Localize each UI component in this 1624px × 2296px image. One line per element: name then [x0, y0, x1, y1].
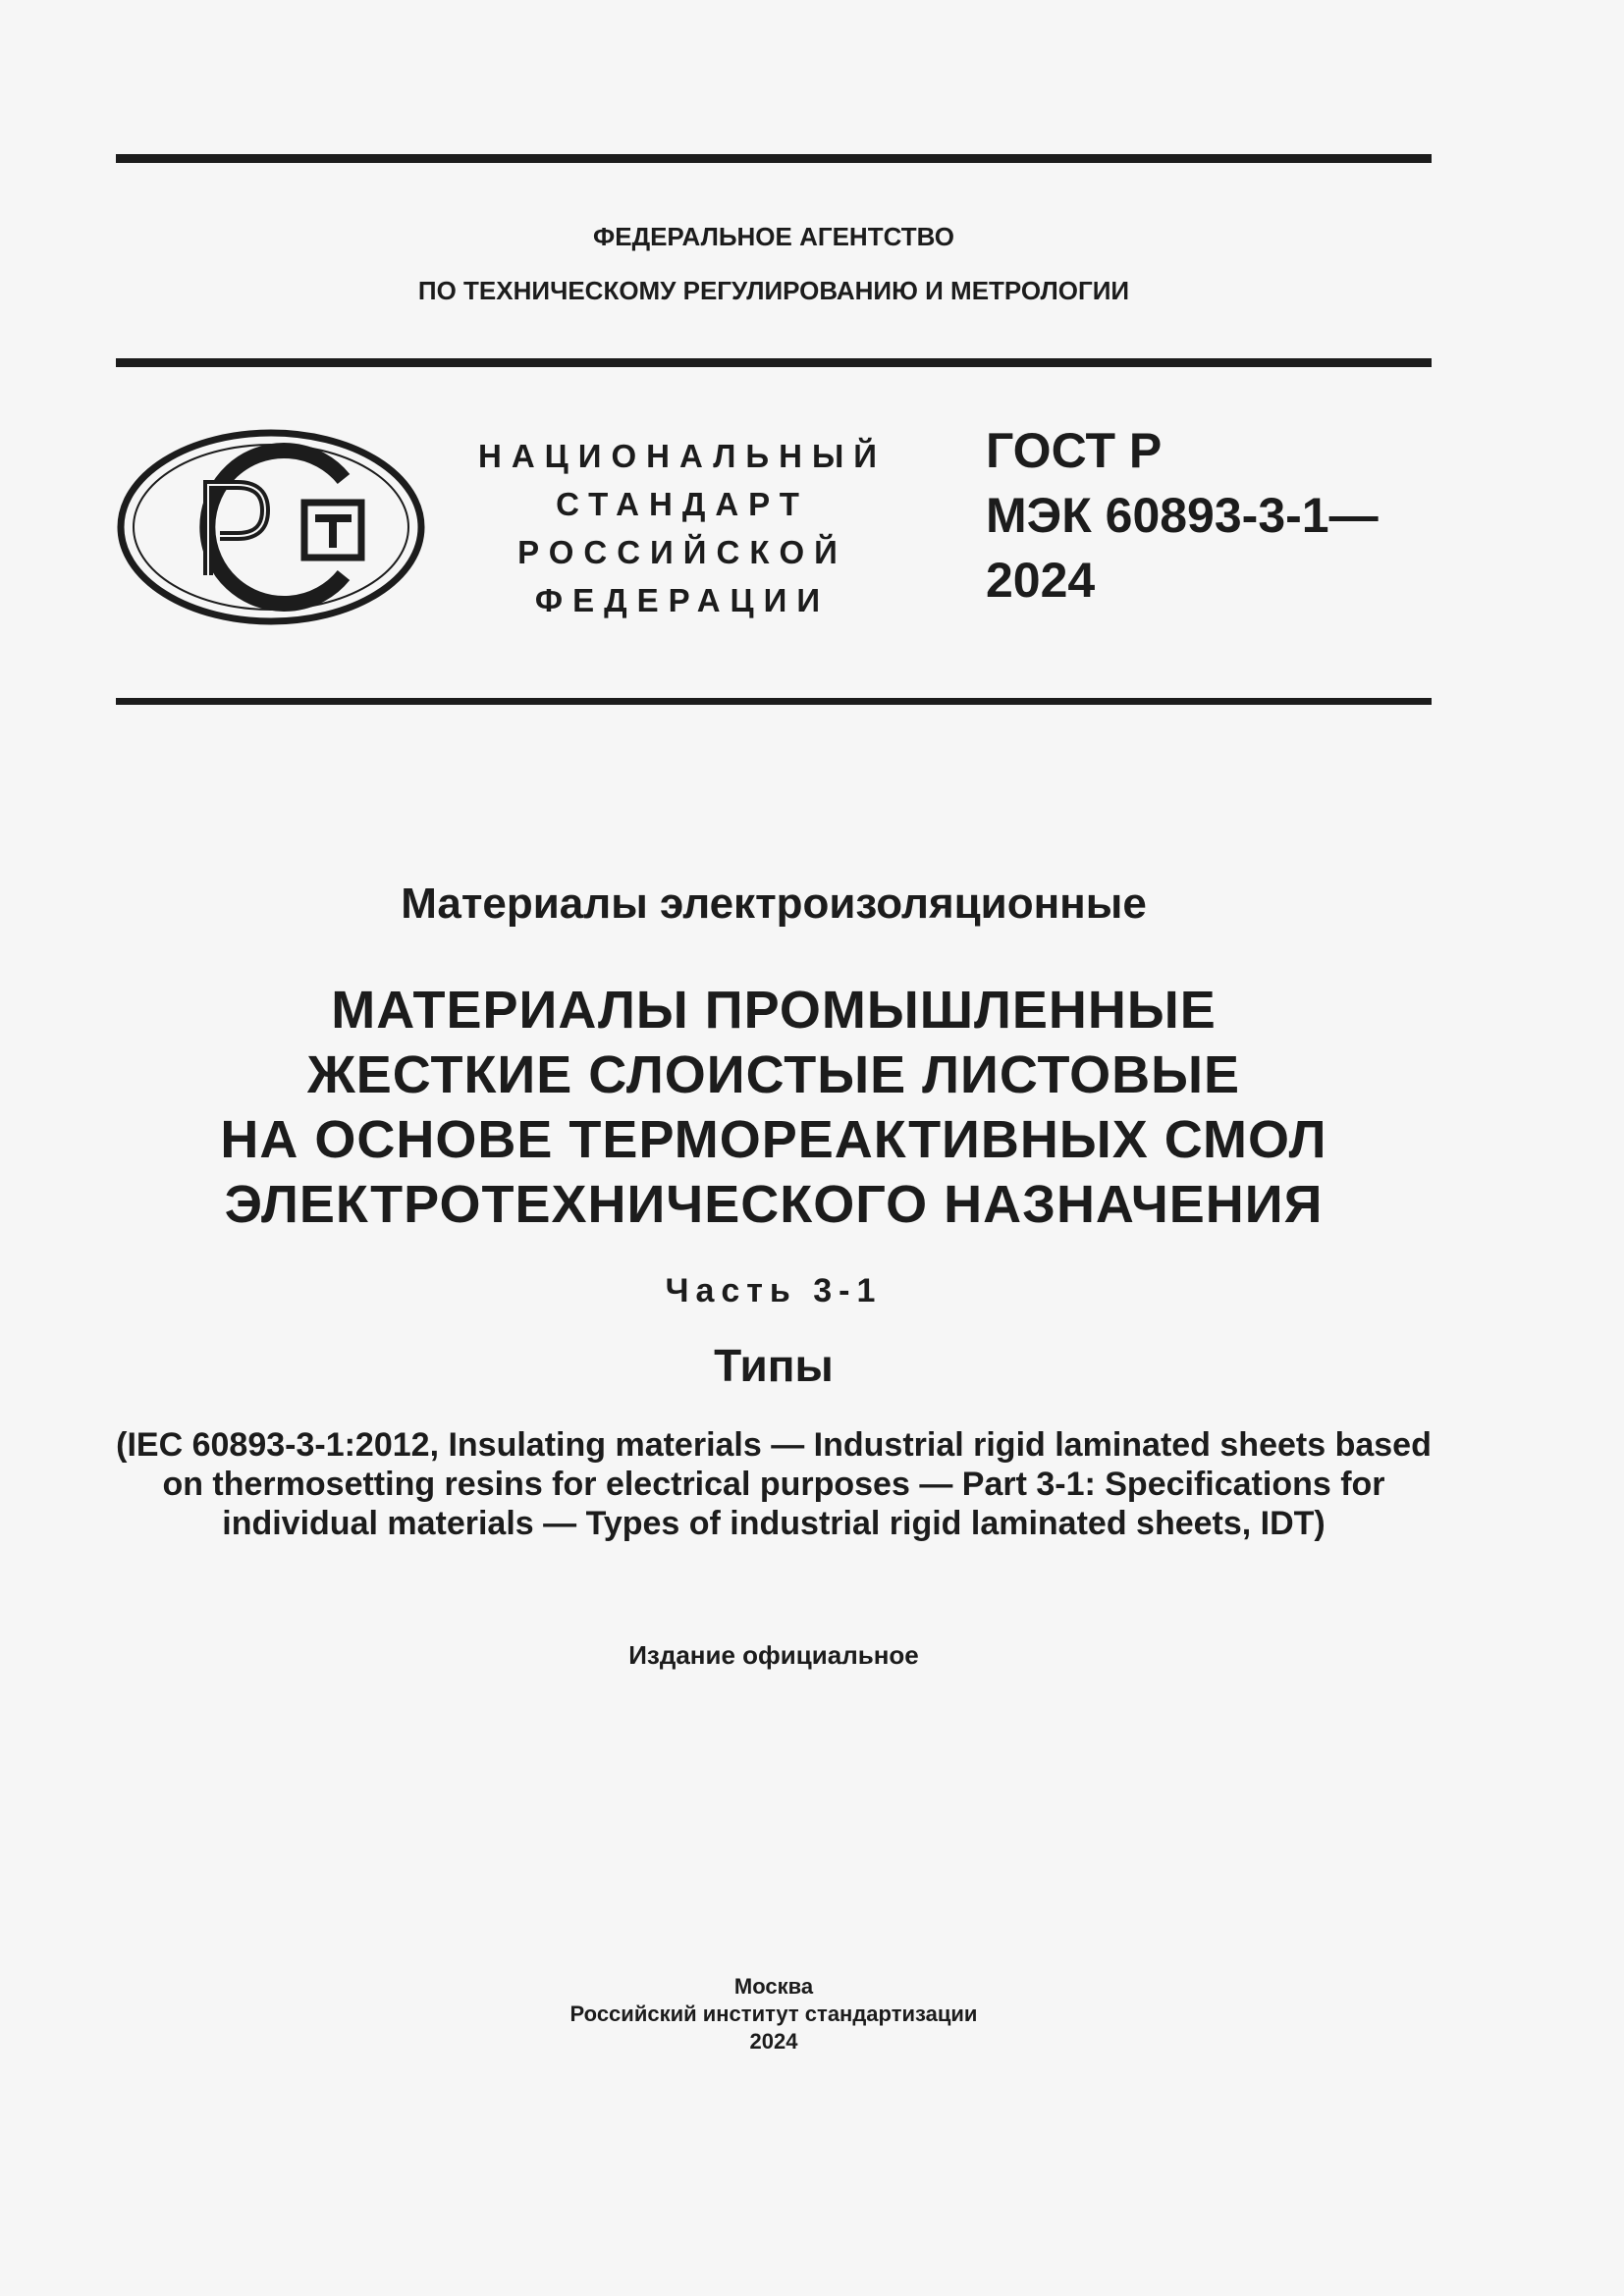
iec-reference	[116, 1425, 1432, 1543]
national-standard-label	[452, 432, 913, 624]
iec-reference-line: individual materials — Types of industrial rigid laminated sheets, IDT)	[222, 1505, 1326, 1542]
agency-line-2: ПО ТЕХНИЧЕСКОМУ РЕГУЛИРОВАНИЮ И МЕТРОЛОГИИ	[417, 276, 1130, 305]
main-title	[116, 978, 1432, 1237]
part-number: Часть 3-1	[665, 1272, 883, 1309]
standard-designation	[986, 418, 1379, 613]
main-title-line: НА ОСНОВЕ ТЕРМОРЕАКТИВНЫХ СМОЛ	[220, 1110, 1327, 1169]
designation-rule	[116, 698, 1432, 705]
main-title-line: ЖЕСТКИЕ СЛОИСТЫЕ ЛИСТОВЫЕ	[306, 1045, 1240, 1104]
rst-mark-icon	[116, 428, 426, 626]
edition-label: Издание официальное	[628, 1640, 919, 1670]
publisher-name: Российский институт стандартизации	[569, 2002, 978, 2026]
designation-line-3: 2024	[986, 553, 1096, 608]
main-title-line: МАТЕРИАЛЫ ПРОМЫШЛЕННЫЕ	[331, 981, 1217, 1040]
designation-line-2: МЭК 60893-3-1—	[986, 488, 1379, 543]
top-rule	[116, 154, 1432, 163]
iec-reference-line: on thermosetting resins for electrical purposes — Part 3-1: Specifications for	[162, 1466, 1385, 1503]
title-group: Материалы электроизоляционные	[401, 880, 1147, 928]
main-title-line: ЭЛЕКТРОТЕХНИЧЕСКОГО НАЗНАЧЕНИЯ	[224, 1175, 1324, 1234]
designation-line-1: ГОСТ Р	[986, 423, 1163, 478]
header-rule	[116, 358, 1432, 367]
national-standard-line-1: НАЦИОНАЛЬНЫЙ	[478, 438, 887, 474]
national-standard-line-2: СТАНДАРТ	[556, 486, 809, 522]
publisher-year: 2024	[749, 2029, 798, 2054]
agency-line-1: ФЕДЕРАЛЬНОЕ АГЕНТСТВО	[593, 222, 954, 251]
national-standard-line-3: РОССИЙСКОЙ	[517, 534, 847, 570]
iec-reference-line: (IEC 60893-3-1:2012, Insulating materials — Industrial rigid laminated sheets based	[116, 1426, 1432, 1464]
publisher-block	[116, 1973, 1432, 2056]
publisher-city: Москва	[733, 1974, 814, 1999]
part-title: Типы	[714, 1340, 834, 1391]
national-standard-line-4: ФЕДЕРАЦИИ	[534, 582, 831, 618]
